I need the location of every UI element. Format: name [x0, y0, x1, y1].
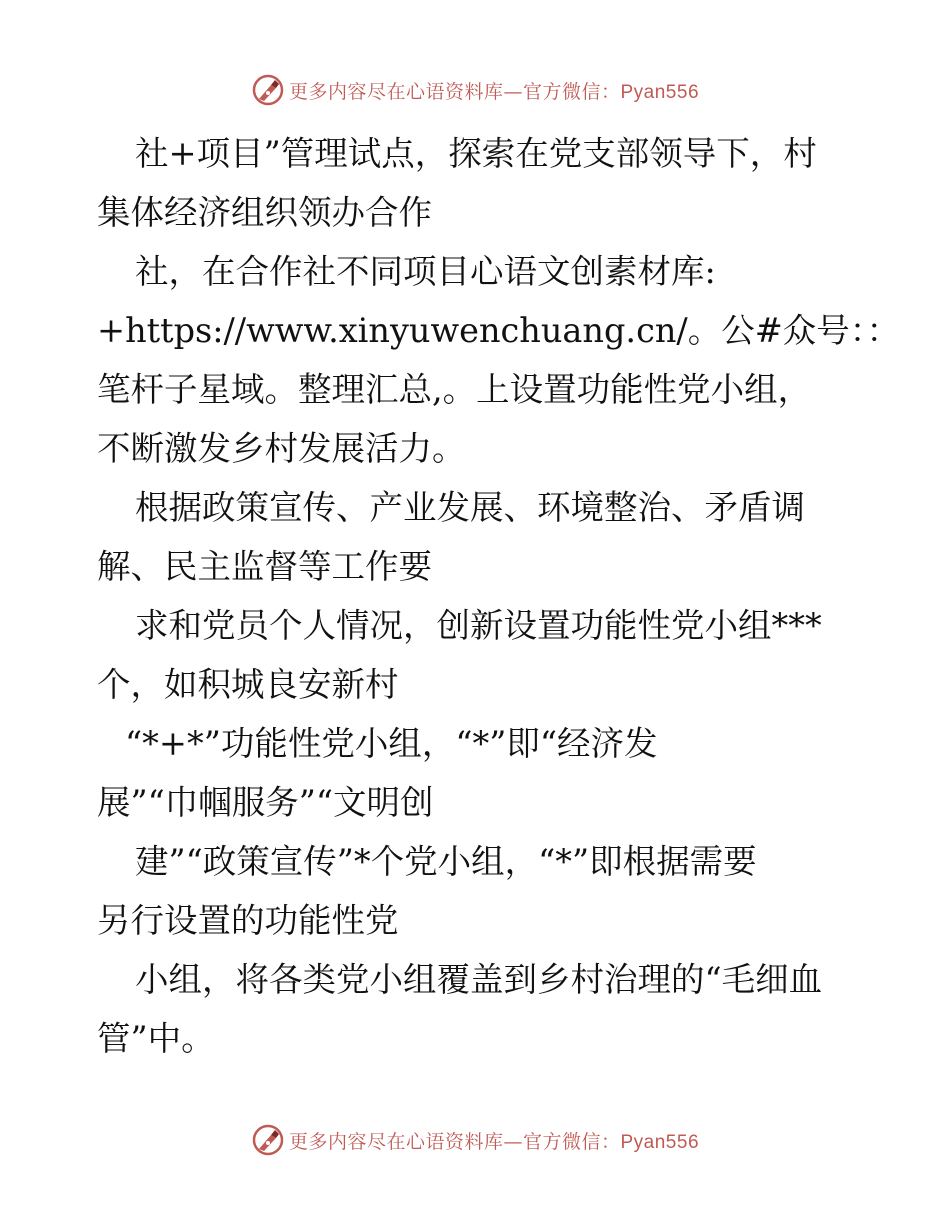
text-line: 集体经济组织领办合作 [97, 193, 432, 232]
text-line: +https://www.xinyuwenchuang.cn/。公#众号：： [97, 311, 901, 350]
document-body [97, 124, 901, 1068]
text-line: 根据政策宣传、产业发展、环境整治、矛盾调 [135, 488, 805, 527]
banner-wechat-id: Pyan556 [620, 81, 700, 103]
text-line: 社，在合作社不同项目心语文创素材库: [135, 252, 716, 291]
banner-text: 更多内容尽在心语资料库—官方微信： [288, 1130, 621, 1153]
text-line: 解、民主监督等工作要 [97, 547, 432, 586]
header-watermark-banner [0, 70, 950, 110]
footer-watermark-banner [0, 1120, 950, 1160]
text-line: 展”“巾帼服务”“文明创 [97, 783, 434, 822]
pen-nib-logo-icon [251, 1123, 285, 1157]
text-line: 另行设置的功能性党 [97, 901, 399, 940]
pen-nib-logo-icon [251, 73, 285, 107]
banner-wechat-id: Pyan556 [620, 1131, 700, 1153]
text-line: 社+项目”管理试点，探索在党支部领导下，村 [135, 134, 817, 173]
text-line: 不断激发乡村发展活力。 [97, 429, 466, 468]
text-line: 建”“政策宣传”*个党小组，“*”即根据需要 [135, 842, 757, 881]
banner-text: 更多内容尽在心语资料库—官方微信： [288, 80, 621, 103]
text-line: “*+*”功能性党小组，“*”即“经济发 [125, 724, 658, 763]
text-line: 求和党员个人情况，创新设置功能性党小组*** [135, 606, 822, 645]
text-line: 管”中。 [97, 1019, 215, 1058]
text-line: 小组，将各类党小组覆盖到乡村治理的“毛细血 [135, 960, 823, 999]
text-line: 笔杆子星域。整理汇总,。上设置功能性党小组， [97, 370, 812, 409]
text-line: 个，如积城良安新村 [97, 665, 399, 704]
